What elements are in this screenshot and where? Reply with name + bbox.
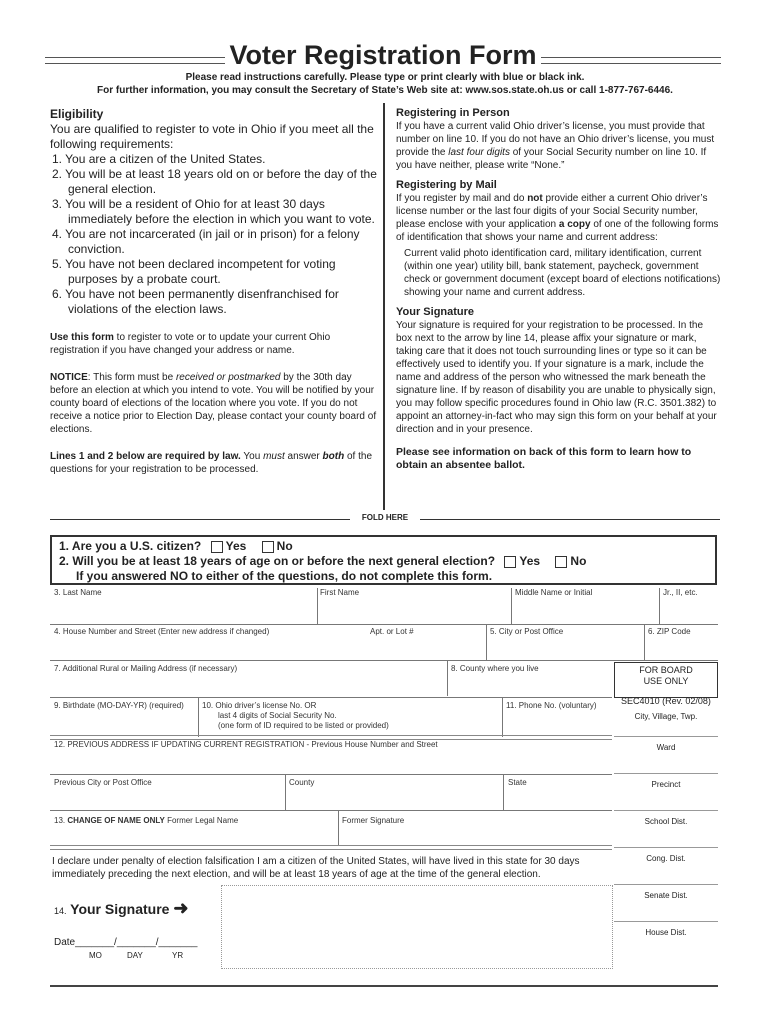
board-header — [614, 662, 718, 698]
field-rule — [50, 774, 612, 775]
rural-address-field[interactable] — [54, 674, 609, 696]
signature-number: 14. — [54, 906, 67, 916]
eligibility-section — [50, 107, 380, 476]
list-item: 5. You have not been declared incompetent for voting purposes by a probate court. — [52, 257, 336, 286]
fold-line — [50, 512, 720, 526]
absentee-note: Please see information on back of this form to learn how to obtain an absentee ballot. — [396, 446, 692, 471]
by-mail-text: If you register by mail and do not provide either a current Ohio driver’s license number or the last four digits of your Social Security number, please enclose with your application a copy of one of the following forms of identification that shows your name and current address: — [396, 193, 719, 243]
board-item-cong — [614, 848, 718, 885]
list-item: 4. You are not incarcerated (in jail or in prison) for a felony conviction. — [52, 227, 360, 256]
list-item: 3. You will be a resident of Ohio for at least 30 days immediately before the election in which you want to vote. — [52, 197, 375, 226]
question-1 — [59, 539, 293, 553]
eligibility-heading: Eligibility — [50, 107, 104, 121]
signature-label — [54, 898, 188, 919]
board-item-ward — [614, 737, 718, 774]
contact-line: For further information, you may consult the Secretary of State’s Web site at: www.sos.state.oh.us or call 1-877-767-6446. — [97, 85, 673, 96]
board-use-only — [614, 662, 718, 958]
question-note: If you answered NO to either of the questions, do not complete this form. — [76, 569, 493, 583]
notice-note: NOTICE: This form must be received or postmarked by the 30th day before an election at which you intend to vote. You will be notified by your county board of elections of the location where you vote. If you do not receive a notice prior to Election Day, please contact your county board of elections. — [50, 372, 377, 435]
instructions-line: Please read instructions carefully. Please type or print clearly with blue or black ink. — [185, 72, 585, 83]
previous-county-label: County — [289, 778, 315, 787]
birthdate-label: 9. Birthdate (MO-DAY-YR) (required) — [54, 701, 184, 710]
board-item-label: Ward — [656, 743, 676, 752]
house-street-label: 4. House Number and Street (Enter new address if changed) — [54, 627, 270, 636]
bottom-rule — [50, 985, 718, 987]
declaration: I declare under penalty of election falsification I am a citizen of the United States, will have lived in this state for 30 days immediately preceding the next election, and will be at least 18 years of age at the time of the general election. — [52, 856, 580, 880]
last-name-field[interactable] — [54, 599, 714, 623]
eligibility-list — [50, 152, 380, 317]
use-form-note: Use this form to register to vote or to update your current Ohio registration if you have changed your address or name. — [50, 332, 331, 356]
id-note: (one form of ID required to be listed or provided) — [218, 721, 389, 730]
citizenship-questions — [50, 535, 717, 585]
board-item-city — [614, 706, 718, 737]
id-forms-list: Current valid photo identification card, military identification, current (within one year) utility bill, bank statement, paycheck, government check or government document (except board of elections notifications) showing your name and current address. — [404, 248, 721, 298]
signature-label-text: Your Signature — [70, 901, 170, 917]
former-signature-label: Former Signature — [342, 816, 405, 825]
address-field[interactable] — [54, 638, 714, 659]
license-label: 10. Ohio driver’s license No. OR — [202, 701, 317, 710]
rural-address-label: 7. Additional Rural or Mailing Address (if necessary) — [54, 664, 238, 673]
previous-address-field[interactable] — [54, 750, 609, 773]
by-mail-heading: Registering by Mail — [396, 179, 497, 191]
question-2 — [59, 554, 586, 568]
previous-city-county-state-field[interactable] — [54, 788, 609, 809]
field-rule — [50, 810, 612, 811]
previous-state-label: State — [508, 778, 527, 787]
form-id: SEC4010 (Rev. 02/08) — [621, 696, 711, 706]
q1-yes-checkbox[interactable] — [211, 541, 223, 553]
arrow-right-icon: ➜ — [173, 898, 189, 918]
section-rule — [50, 845, 612, 850]
question-2-text: 2. Will you be at least 18 years of age on or before the next general election? — [59, 554, 496, 568]
board-item-label: School Dist. — [644, 817, 688, 826]
first-name-label: First Name — [320, 588, 360, 597]
q2-no-checkbox[interactable] — [555, 556, 567, 568]
last-name-label: 3. Last Name — [54, 588, 102, 597]
signature-box[interactable] — [221, 885, 613, 969]
date-field[interactable]: Date_______/_______/_______ — [54, 937, 198, 948]
date-mo-label: MO — [89, 951, 102, 960]
zip-label: 6. ZIP Code — [648, 627, 691, 636]
q2-no-label: No — [570, 554, 587, 568]
field-rule — [50, 624, 718, 625]
page-title: Voter Registration Form — [45, 40, 721, 71]
required-note: Lines 1 and 2 below are required by law. You must answer both of the questions for your registration to be processed. — [50, 451, 373, 475]
q2-yes-label: Yes — [519, 554, 541, 568]
in-person-heading: Registering in Person — [396, 107, 510, 119]
q2-yes-checkbox[interactable] — [504, 556, 516, 568]
board-item-label: Precinct — [651, 780, 681, 789]
board-item-school — [614, 811, 718, 848]
field-rule — [50, 697, 612, 698]
county-label: 8. County where you live — [451, 664, 539, 673]
previous-city-label: Previous City or Post Office — [54, 778, 152, 787]
q1-no-checkbox[interactable] — [262, 541, 274, 553]
board-item-senate — [614, 885, 718, 922]
board-item-label: Senate Dist. — [644, 891, 688, 900]
question-1-text: 1. Are you a U.S. citizen? — [59, 539, 202, 553]
fold-label: FOLD HERE — [361, 513, 409, 522]
q1-yes-label: Yes — [225, 539, 247, 553]
suffix-label: Jr., II, etc. — [663, 588, 698, 597]
instructions-section — [396, 107, 721, 479]
list-item: 2. You will be at least 18 years old on or before the day of the general election. — [52, 167, 377, 196]
board-item-house — [614, 922, 718, 958]
previous-address-label: 12. PREVIOUS ADDRESS IF UPDATING CURRENT REGISTRATION - Previous House Number and Street — [54, 740, 438, 749]
q1-no-label: No — [276, 539, 293, 553]
column-divider — [383, 103, 385, 510]
signature-heading: Your Signature — [396, 306, 475, 318]
board-item-precinct — [614, 774, 718, 811]
apt-label: Apt. or Lot # — [370, 627, 414, 636]
city-label: 5. City or Post Office — [490, 627, 564, 636]
date-day-label: DAY — [127, 951, 143, 960]
former-name-field[interactable] — [54, 826, 609, 844]
eligibility-intro: You are qualified to register to vote in Ohio if you meet all the following requirements: — [50, 122, 374, 151]
list-item: 1. You are a citizen of the United States. — [52, 152, 266, 166]
phone-label: 11. Phone No. (voluntary) — [506, 701, 597, 710]
board-item-label: House Dist. — [645, 928, 687, 937]
in-person-text: If you have a current valid Ohio driver’s license, you must provide that number on line 10. If you do not have an Ohio driver’s license, you must provide the last four digits of your Social Security number on line 10. If you have neither, please write “None.” — [396, 121, 715, 171]
board-item-label: City, Village, Twp. — [634, 712, 698, 721]
field-rule — [50, 660, 718, 661]
ssn-label: last 4 digits of Social Security No. — [218, 711, 337, 720]
name-change-label: 13. CHANGE OF NAME ONLY Former Legal Name — [54, 816, 239, 825]
date-yr-label: YR — [172, 951, 184, 960]
list-item: 6. You have not been permanently disenfranchised for violations of the election laws. — [52, 287, 339, 316]
middle-name-label: Middle Name or Initial — [515, 588, 593, 597]
board-header-text: FOR BOARD USE ONLY — [639, 665, 693, 686]
birthdate-license-phone-field[interactable] — [54, 711, 609, 734]
board-item-label: Cong. Dist. — [646, 854, 686, 863]
signature-text: Your signature is required for your registration to be processed. In the box next to the arrow by line 14, please affix your signature or mark, taking care that it does not touch surrounding lines or type so it can be effectively used to identify you. If your signature is a mark, include the name and address of the person who witnessed the mark beneath the signature line. If by reason of disability you are unable to physically sign, you may follow specific procedures found in Ohio law (R.C. 3501.382) to appoint an attorney-in-fact who may sign this form on your behalf at your direction and in your presence. — [396, 320, 717, 435]
